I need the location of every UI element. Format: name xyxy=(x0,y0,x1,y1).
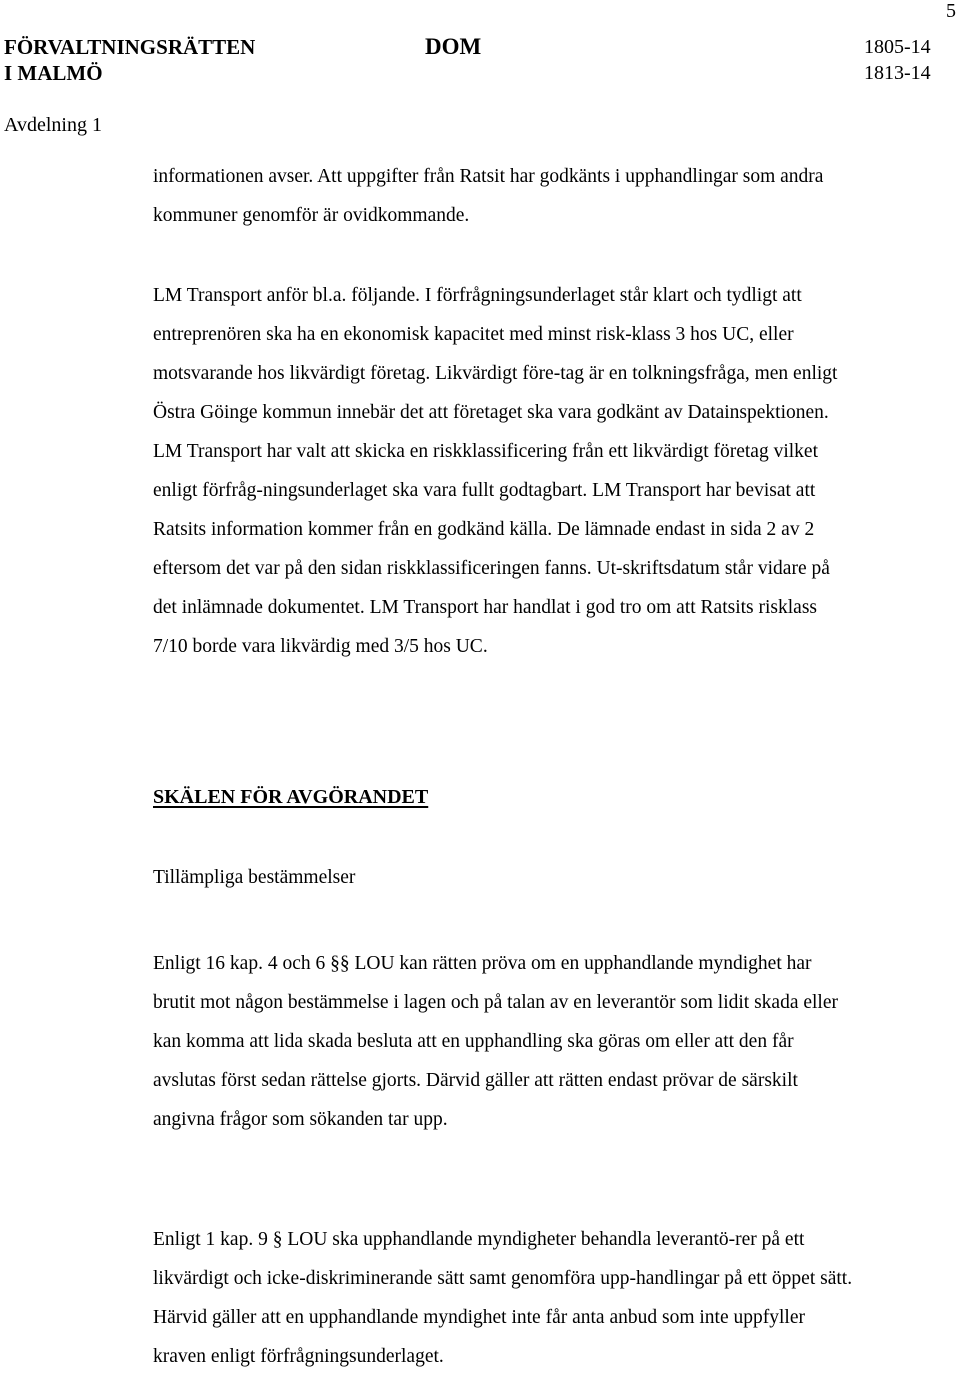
case-number-1: 1805-14 xyxy=(864,36,931,58)
paragraph-3: Enligt 16 kap. 4 och 6 §§ LOU kan rätten pröva om en upphandlande myndighet har brutit mot någon bestämmelse i lagen och på talan av en leverantör som lidit skada eller kan komma att lida skada besluta att en upphandling ska göras om eller att den får avslutas först sedan rättelse gjorts. Därvid gäller att rätten endast prövar de särskilt angivna frågor som sökanden tar upp. xyxy=(153,953,838,1130)
case-numbers xyxy=(864,34,931,86)
page-number: 5 xyxy=(946,0,956,22)
document-type: DOM xyxy=(425,34,482,59)
court-name-line-2: I MALMÖ xyxy=(4,61,103,85)
paragraph-2: LM Transport anför bl.a. följande. I förfrågningsunderlaget står klart och tydligt att entreprenören ska ha en ekonomisk kapacitet med minst risk-klass 3 hos UC, eller motsvarande hos likvärdigt företag. Likvärdigt före-tag är en tolkningsfråga, men enligt Östra Göinge kommun innebär det att företaget ska vara godkänt av Datainspektionen. LM Transport har valt att skicka en riskklassificering från ett likvärdigt företag vilket enligt förfråg-ningsunderlaget ska vara fullt godtagbart. LM Transport har bevisat att Ratsits information kommer från en godkänd källa. De lämnade endast in sida 2 av 2 eftersom det var på den sidan riskklassificeringen fanns. Ut-skriftsdatum står vidare på det inlämnade dokumentet. LM Transport har handlat i god tro om att Ratsits risklass 7/10 borde vara likvärdig med 3/5 hos UC. xyxy=(153,285,838,657)
paragraph-1: informationen avser. Att uppgifter från Ratsit har godkänts i upphandlingar som andra kommuner genomför är ovidkommande. xyxy=(153,166,824,226)
department: Avdelning 1 xyxy=(4,114,102,136)
subheading: Tillämpliga bestämmelser xyxy=(153,867,356,888)
case-number-2: 1813-14 xyxy=(864,62,931,84)
court-name xyxy=(4,34,255,86)
court-name-line-1: FÖRVALTNINGSRÄTTEN xyxy=(4,35,256,59)
paragraph-4: Enligt 1 kap. 9 § LOU ska upphandlande myndigheter behandla leverantö-rer på ett likvärdigt och icke-diskriminerande sätt samt genomföra upp-handlingar på ett öppet sätt. Härvid gäller att en upphandlande myndighet inte får anta anbud som inte uppfyller kraven enligt förfrågningsunderlaget. xyxy=(153,1229,853,1367)
section-heading: SKÄLEN FÖR AVGÖRANDET xyxy=(153,786,429,808)
